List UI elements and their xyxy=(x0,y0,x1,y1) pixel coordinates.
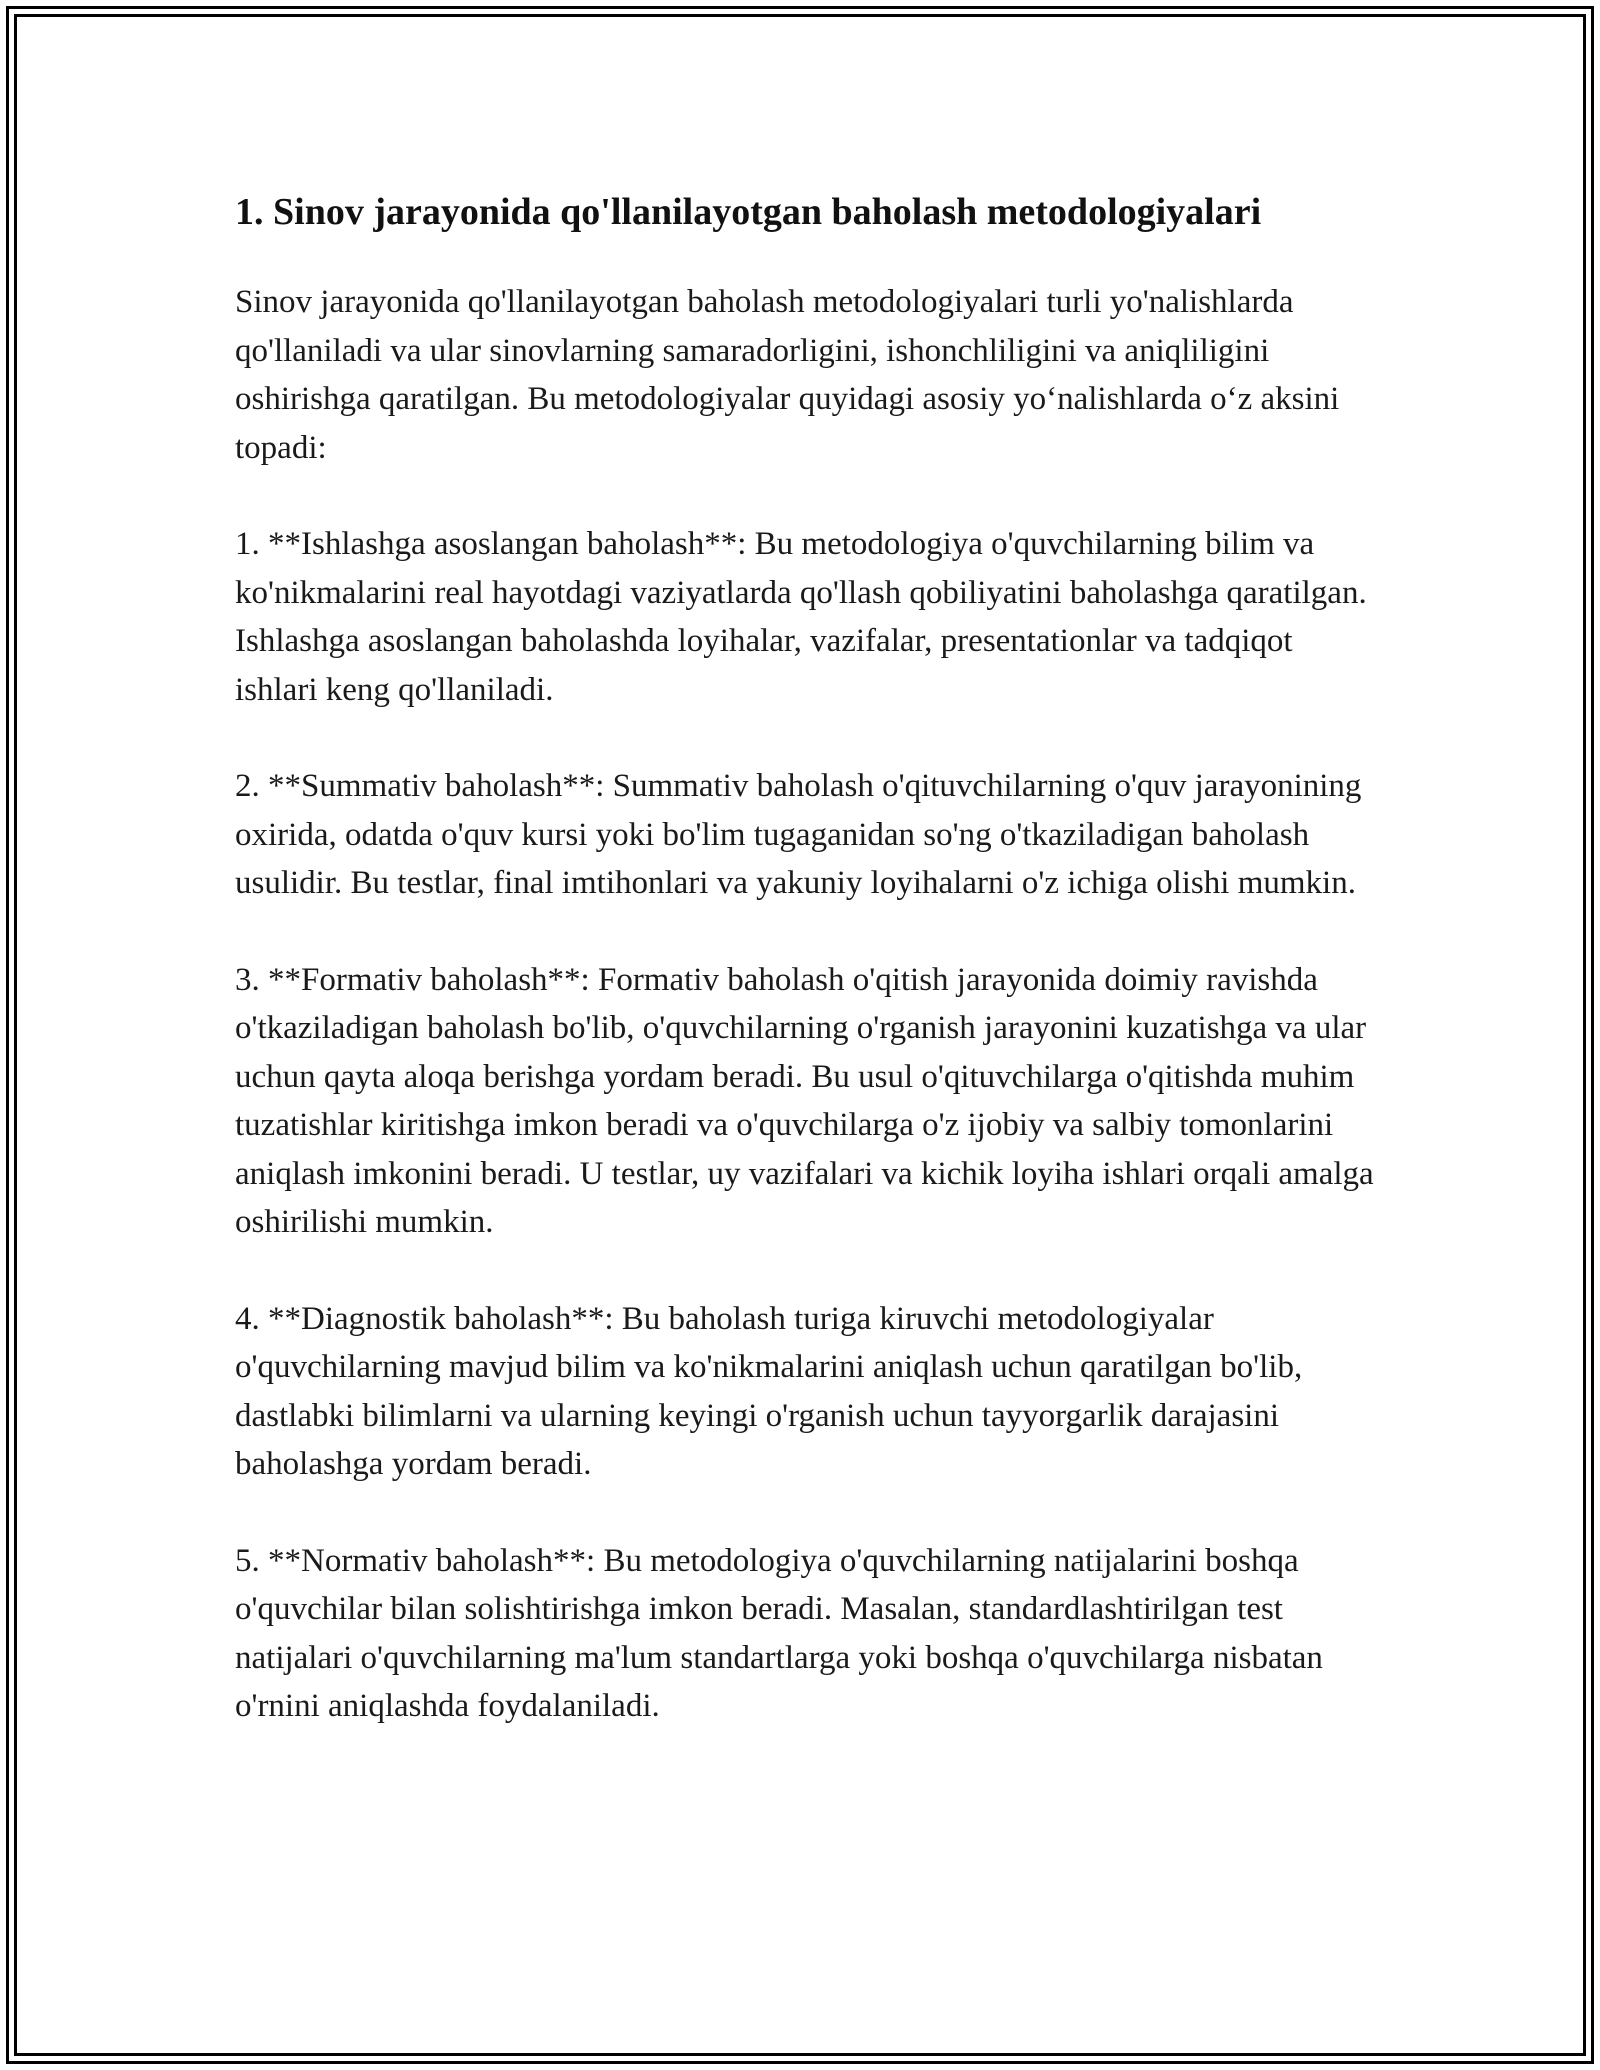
intro-paragraph: Sinov jarayonida qo'llanilayotgan baholash metodologiyalari turli yo'nalishlarda qo'llaniladi va ular sinovlarning samaradorligini, ishonchliligini va aniqliligini oshirishga qaratilgan. Bu metodologiyalar quyidagi asosiy yo‘nalishlarda o‘z aksini topadi: xyxy=(235,284,1340,466)
list-item-normative-assessment: 5. **Normativ baholash**: Bu metodologiya o'quvchilarning natijalarini boshqa o'quvchilar bilan solishtirishga imkon beradi. Masalan, standardlashtirilgan test natijalari o'quvchilarning ma'lum standartlarga yoki boshqa o'quvchilarga nisbatan o'rnini aniqlashda foydalaniladi. xyxy=(235,1542,1323,1724)
list-item-summative-assessment: 2. **Summativ baholash**: Summativ baholash o'qituvchilarning o'quv jarayonining oxirida, odatda o'quv kursi yoki bo'lim tugaganidan so'ng o'tkaziladigan baholash usulidir. Bu testlar, final imtihonlari va yakuniy loyihalarni o'z ichiga olishi mumkin. xyxy=(235,768,1362,901)
document-body xyxy=(235,185,1375,1779)
list-item-diagnostic-assessment: 4. **Diagnostik baholash**: Bu baholash turiga kiruvchi metodologiyalar o'quvchilarning mavjud bilim va ko'nikmalarini aniqlash uchun qaratilgan bo'lib, dastlabki bilimlarni va ularning keyingi o'rganish uchun tayyorgarlik darajasini baholashga yordam beradi. xyxy=(235,1300,1303,1482)
list-item-formative-assessment: 3. **Formativ baholash**: Formativ baholash o'qitish jarayonida doimiy ravishda o'tkaziladigan baholash bo'lib, o'quvchilarning o'rganish jarayonini kuzatishga va ular uchun qayta aloqa berishga yordam beradi. Bu usul o'qituvchilarga o'qitishda muhim tuzatishlar kiritishga imkon beradi va o'quvchilarga o'z ijobiy va salbiy tomonlarini aniqlash imkonini beradi. U testlar, uy vazifalari va kichik loyiha ishlari orqali amalga oshirilishi mumkin. xyxy=(235,961,1374,1240)
section-heading: 1. Sinov jarayonida qo'llanilayotgan baholash metodologiyalari xyxy=(235,191,1262,233)
list-item-performance-assessment: 1. **Ishlashga asoslangan baholash**: Bu metodologiya o'quvchilarning bilim va ko'nikmalarini real hayotdagi vaziyatlarda qo'llash qobiliyatini baholashga qaratilgan. Ishlashga asoslangan baholashda loyihalar, vazifalar, presentationlar va tadqiqot ishlari keng qo'llaniladi. xyxy=(235,526,1367,708)
